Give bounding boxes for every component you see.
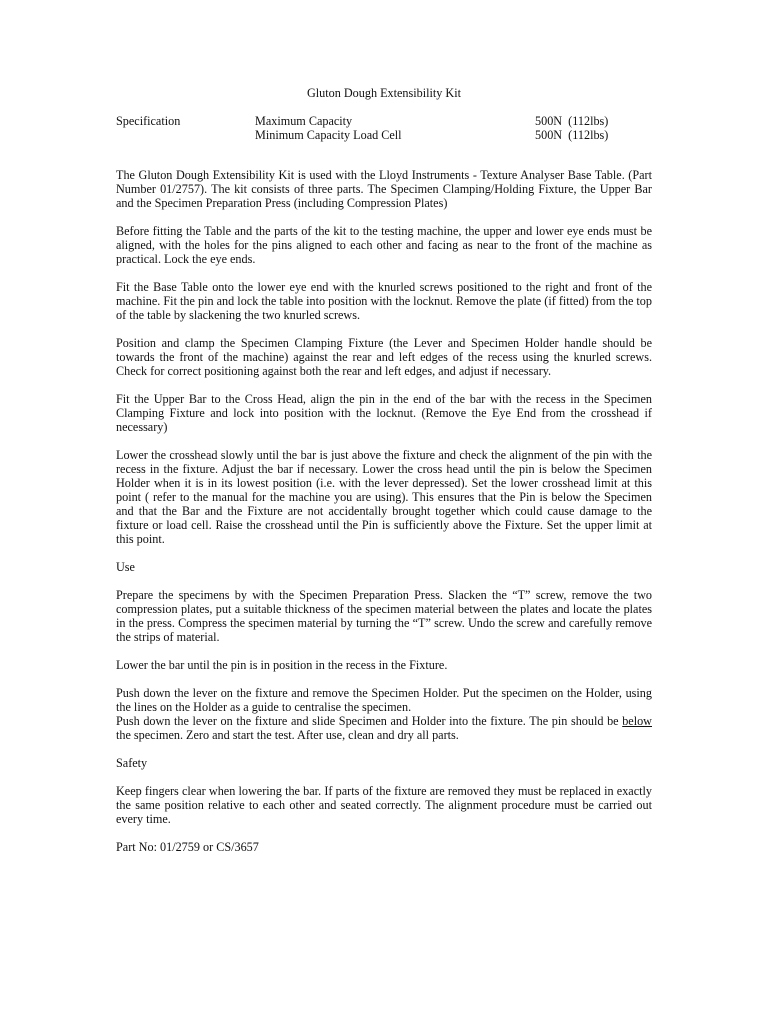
start-test-paragraph xyxy=(116,714,652,742)
spec-value: 500N (112lbs) xyxy=(535,128,609,142)
lower-bar-paragraph: Lower the bar until the pin is in position in the recess in the Fixture. xyxy=(116,658,448,672)
spec-value: 500N (112lbs) xyxy=(535,114,609,128)
crosshead-limits-paragraph: Lower the crosshead slowly until the bar is just above the fixture and check the alignment of the pin with the recess in the fixture. Adjust the bar if necessary. Lower the cross head until the pin is below the Specimen Holder when it is in its lowest position (i.e. with the lever depressed). Set the lower crosshead limit at this point ( refer to the manual for the machine you are using). This ensures that the Pin is below the Specimen and that the Bar and the Fixture are not accidentally brought together which could cause damage to the fixture or load cell. Raise the crosshead until the Pin is sufficiently above the Fixture. Set the upper limit at this point. xyxy=(116,448,652,546)
specimen-holder-paragraph: Push down the lever on the fixture and remove the Specimen Holder. Put the specimen on the Holder, using the lines on the Holder as a guide to centralise the specimen. xyxy=(116,686,652,714)
below-emphasis: below xyxy=(622,714,652,728)
safety-paragraph: Keep fingers clear when lowering the bar. If parts of the fixture are removed they must be replaced in exactly the same position relative to each other and seated correctly. The alignment procedure must be carried out every time. xyxy=(116,784,652,826)
upper-bar-paragraph: Fit the Upper Bar to the Cross Head, align the pin in the end of the bar with the recess in the Specimen Clamping Fixture and lock into position with the locknut. (Remove the Eye End from the crosshead if necessary) xyxy=(116,392,652,434)
eye-end-alignment-paragraph: Before fitting the Table and the parts of the kit to the testing machine, the upper and lower eye ends must be aligned, with the holes for the pins aligned to each other and facing as near to the front of the machine as practical. Lock the eye ends. xyxy=(116,224,652,266)
use-heading: Use xyxy=(116,560,135,574)
document-page xyxy=(116,86,652,854)
spec-name: Maximum Capacity xyxy=(255,114,353,128)
spec-name: Minimum Capacity Load Cell xyxy=(255,128,402,142)
spec-row-maximum-capacity xyxy=(255,114,652,128)
specification-label: Specification xyxy=(116,114,181,128)
start-test-text-after: the specimen. Zero and start the test. After use, clean and dry all parts. xyxy=(116,728,459,742)
base-table-paragraph: Fit the Base Table onto the lower eye end with the knurled screws positioned to the right and front of the machine. Fit the pin and lock the table into position with the locknut. Remove the plate (if fitted) from the top of the table by slackening the two knurled screws. xyxy=(116,280,652,322)
start-test-text-before: Push down the lever on the fixture and slide Specimen and Holder into the fixture. The pin should be xyxy=(116,714,623,728)
document-title: Gluton Dough Extensibility Kit xyxy=(306,86,462,100)
spec-row-minimum-capacity-load-cell xyxy=(255,128,652,142)
part-number: Part No: 01/2759 or CS/3657 xyxy=(116,840,259,854)
intro-paragraph: The Gluton Dough Extensibility Kit is used with the Lloyd Instruments - Texture Analyser Base Table. (Part Number 01/2757). The kit consists of three parts. The Specimen Clamping/Holding Fixture, the Upper Bar and the Specimen Preparation Press (including Compression Plates) xyxy=(116,168,652,210)
specimen-preparation-paragraph: Prepare the specimens by with the Specimen Preparation Press. Slacken the “T” screw, remove the two compression plates, put a suitable thickness of the specimen material between the plates and locate the plates in the press. Compress the specimen material by turning the “T” screw. Undo the screw and carefully remove the strips of material. xyxy=(116,588,652,644)
specification-block xyxy=(116,114,652,142)
safety-heading: Safety xyxy=(116,756,148,770)
clamping-fixture-paragraph: Position and clamp the Specimen Clamping Fixture (the Lever and Specimen Holder handle should be towards the front of the machine) against the rear and left edges of the recess using the knurled screws. Check for correct positioning against both the rear and left edges, and adjust if necessary. xyxy=(116,336,652,378)
